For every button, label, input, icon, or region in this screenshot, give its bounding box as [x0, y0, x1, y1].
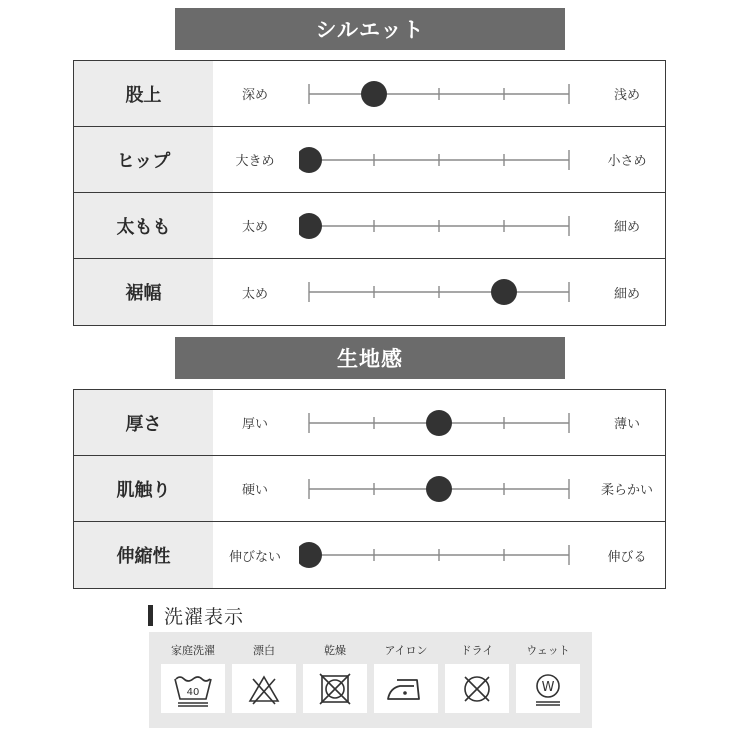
care-label: 乾燥	[324, 644, 346, 657]
scale-left-text: 太め	[241, 286, 268, 302]
scale-slider	[299, 193, 584, 259]
scale-slider	[299, 456, 584, 522]
silhouette-section-header	[175, 8, 565, 50]
scale-slider	[299, 127, 584, 193]
no-dry-clean-icon	[445, 664, 509, 713]
scale-left-text: 硬い	[241, 483, 268, 498]
row-label: 裾幅	[74, 259, 213, 325]
scale-left-text: 太め	[241, 220, 268, 235]
fabric-row-thickness	[74, 390, 665, 456]
scale-knob	[491, 279, 517, 305]
row-label: 股上	[74, 61, 213, 126]
care-title: 洗濯表示	[164, 605, 245, 628]
scale-slider	[299, 61, 584, 127]
silhouette-row-thigh	[74, 193, 665, 259]
care-label: 漂白	[253, 644, 275, 657]
silhouette-row-rise	[74, 61, 665, 127]
wash-tub-40-icon	[161, 664, 225, 713]
care-label: ウェット	[526, 644, 570, 657]
care-label: アイロン	[384, 644, 428, 657]
fabric-row-texture	[74, 456, 665, 522]
silhouette-row-hem	[74, 259, 665, 325]
scale-slider	[299, 390, 584, 456]
scale-right-text: 細め	[613, 220, 640, 235]
title-marker	[148, 605, 153, 626]
scale-left-text: 厚い	[241, 417, 268, 432]
scale-left-text: 深め	[241, 88, 268, 103]
scale-right-text: 小さめ	[607, 154, 647, 169]
scale-right-text: 浅め	[613, 88, 640, 103]
silhouette-table	[73, 60, 666, 326]
scale-right-text: 細め	[613, 286, 640, 302]
scale-knob	[299, 147, 322, 173]
scale-knob	[361, 81, 387, 107]
scale-knob	[299, 542, 322, 568]
row-label: ヒップ	[74, 127, 213, 192]
scale-slider	[299, 259, 584, 325]
fabric-table	[73, 389, 666, 589]
fabric-section-header	[175, 337, 565, 379]
scale-slider	[299, 522, 584, 588]
care-symbols-panel	[149, 632, 592, 728]
iron-icon	[374, 664, 438, 713]
scale-right-text: 伸びる	[607, 549, 647, 565]
scale-left-text: 大きめ	[235, 154, 275, 169]
silhouette-title: シルエット	[315, 18, 425, 42]
fabric-title: 生地感	[337, 347, 403, 371]
wash-temperature: 40	[186, 686, 200, 698]
scale-right-text: 柔らかい	[600, 483, 653, 498]
scale-knob	[426, 476, 452, 502]
care-section-header	[148, 602, 244, 628]
silhouette-row-hip	[74, 127, 665, 193]
wet-clean-letter: W	[541, 679, 555, 695]
care-label: ドライ	[460, 644, 494, 657]
row-label: 太もも	[74, 193, 213, 258]
scale-knob	[426, 410, 452, 436]
care-label: 家庭洗濯	[171, 644, 215, 657]
no-bleach-icon	[232, 664, 296, 713]
row-label: 厚さ	[74, 390, 213, 455]
scale-knob	[299, 213, 322, 239]
row-label: 肌触り	[74, 456, 213, 521]
wet-clean-icon	[516, 664, 580, 713]
scale-left-text: 伸びない	[228, 549, 281, 565]
fabric-row-stretch	[74, 522, 665, 588]
no-tumble-dry-icon	[303, 664, 367, 713]
row-label: 伸縮性	[74, 522, 213, 588]
scale-right-text: 薄い	[613, 417, 640, 432]
